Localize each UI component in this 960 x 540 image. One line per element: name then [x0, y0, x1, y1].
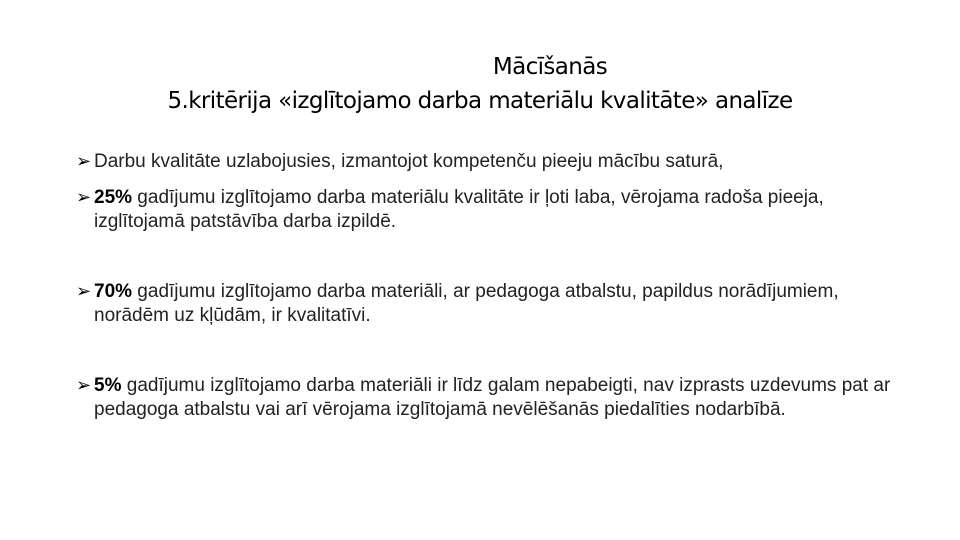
item-text: Darbu kvalitāte uzlabojusies, izmantojot kompetenču pieeju mācību saturā,: [94, 151, 724, 172]
item-text: gadījumu izglītojamo darba materiālu kvalitāte ir ļoti laba, vērojama radoša pieeja, izglītojamā patstāvība darba izpildē.: [94, 187, 824, 232]
title-line-2: 5.kritērija «izglītojamo darba materiālu kvalitāte» analīze: [167, 88, 793, 114]
arrow-bullet-icon: ➢: [76, 375, 92, 396]
list-item: [76, 374, 896, 422]
title-line-1: Mācīšanās: [492, 54, 608, 80]
arrow-bullet-icon: ➢: [76, 151, 92, 172]
bullet-list: [76, 150, 896, 422]
arrow-bullet-icon: ➢: [76, 281, 92, 302]
item-text: gadījumu izglītojamo darba materiāli ir līdz galam nepabeigti, nav izprasts uzdevums pat ar pedagoga atbalstu vai arī vērojama izglītojamā nevēlēšanās piedalīties nodarbībā.: [94, 375, 891, 420]
item-text: gadījumu izglītojamo darba materiāli, ar pedagoga atbalstu, papildus norādījumiem, norādēm uz kļūdām, ir kvalitatīvi.: [94, 281, 839, 326]
item-percent: 25%: [94, 187, 133, 208]
list-item: [76, 150, 896, 174]
item-percent: 70%: [94, 281, 133, 302]
list-item: [76, 280, 896, 328]
item-percent: 5%: [94, 375, 122, 396]
slide-title: [60, 50, 900, 118]
list-item: [76, 186, 896, 234]
arrow-bullet-icon: ➢: [76, 187, 92, 208]
